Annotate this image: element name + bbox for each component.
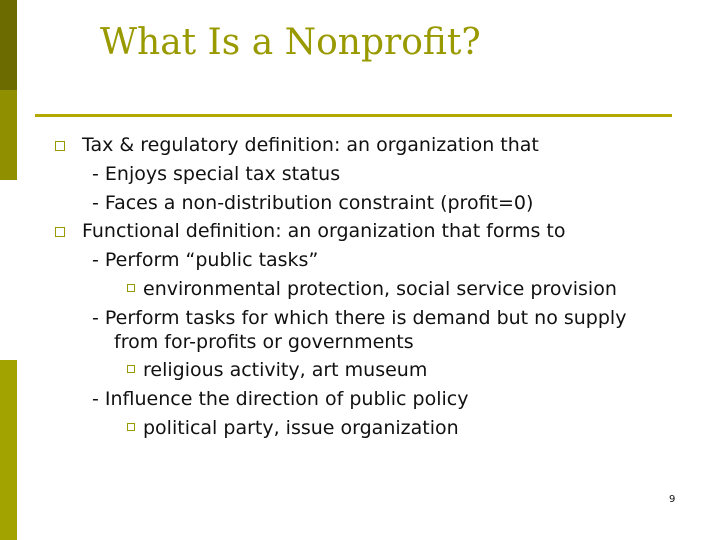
sidebar-segment-blank [0,180,17,360]
sub-item-public-tasks: - Perform “public tasks” [92,249,319,271]
page-number: 9 [669,494,676,505]
square-bullet-icon [127,365,135,373]
example-public-tasks [127,278,617,300]
square-bullet-icon [55,227,65,237]
sub-item-influence-policy: - Influence the direction of public policy [92,388,469,410]
sub-item-tax-status: - Enjoys special tax status [92,163,341,185]
sidebar-segment-top [0,0,17,90]
bullet-tax-definition: Tax & regulatory definition: an organization that [82,134,539,156]
sub-item-demand-no-supply: - Perform tasks for which there is demand but no supply [92,307,627,329]
sidebar-segment-mid [0,90,17,180]
example-influence-policy [127,417,459,439]
example-demand-no-supply [127,359,427,381]
title-divider [35,114,672,117]
sub-item-non-distribution: - Faces a non-distribution constraint (profit=0) [92,192,534,214]
bullet-functional-definition: Functional definition: an organization that forms to [82,220,566,242]
slide-title: What Is a Nonprofit? [100,22,481,63]
square-bullet-icon [55,141,65,151]
square-bullet-icon [127,284,135,292]
example-influence-policy-text: political party, issue organization [143,417,459,439]
square-bullet-icon [127,423,135,431]
sidebar-segment-bottom [0,360,17,540]
example-demand-no-supply-text: religious activity, art museum [143,359,428,381]
example-public-tasks-text: environmental protection, social service provision [143,278,617,300]
sub-item-demand-no-supply-continued: from for-profits or governments [114,331,414,353]
